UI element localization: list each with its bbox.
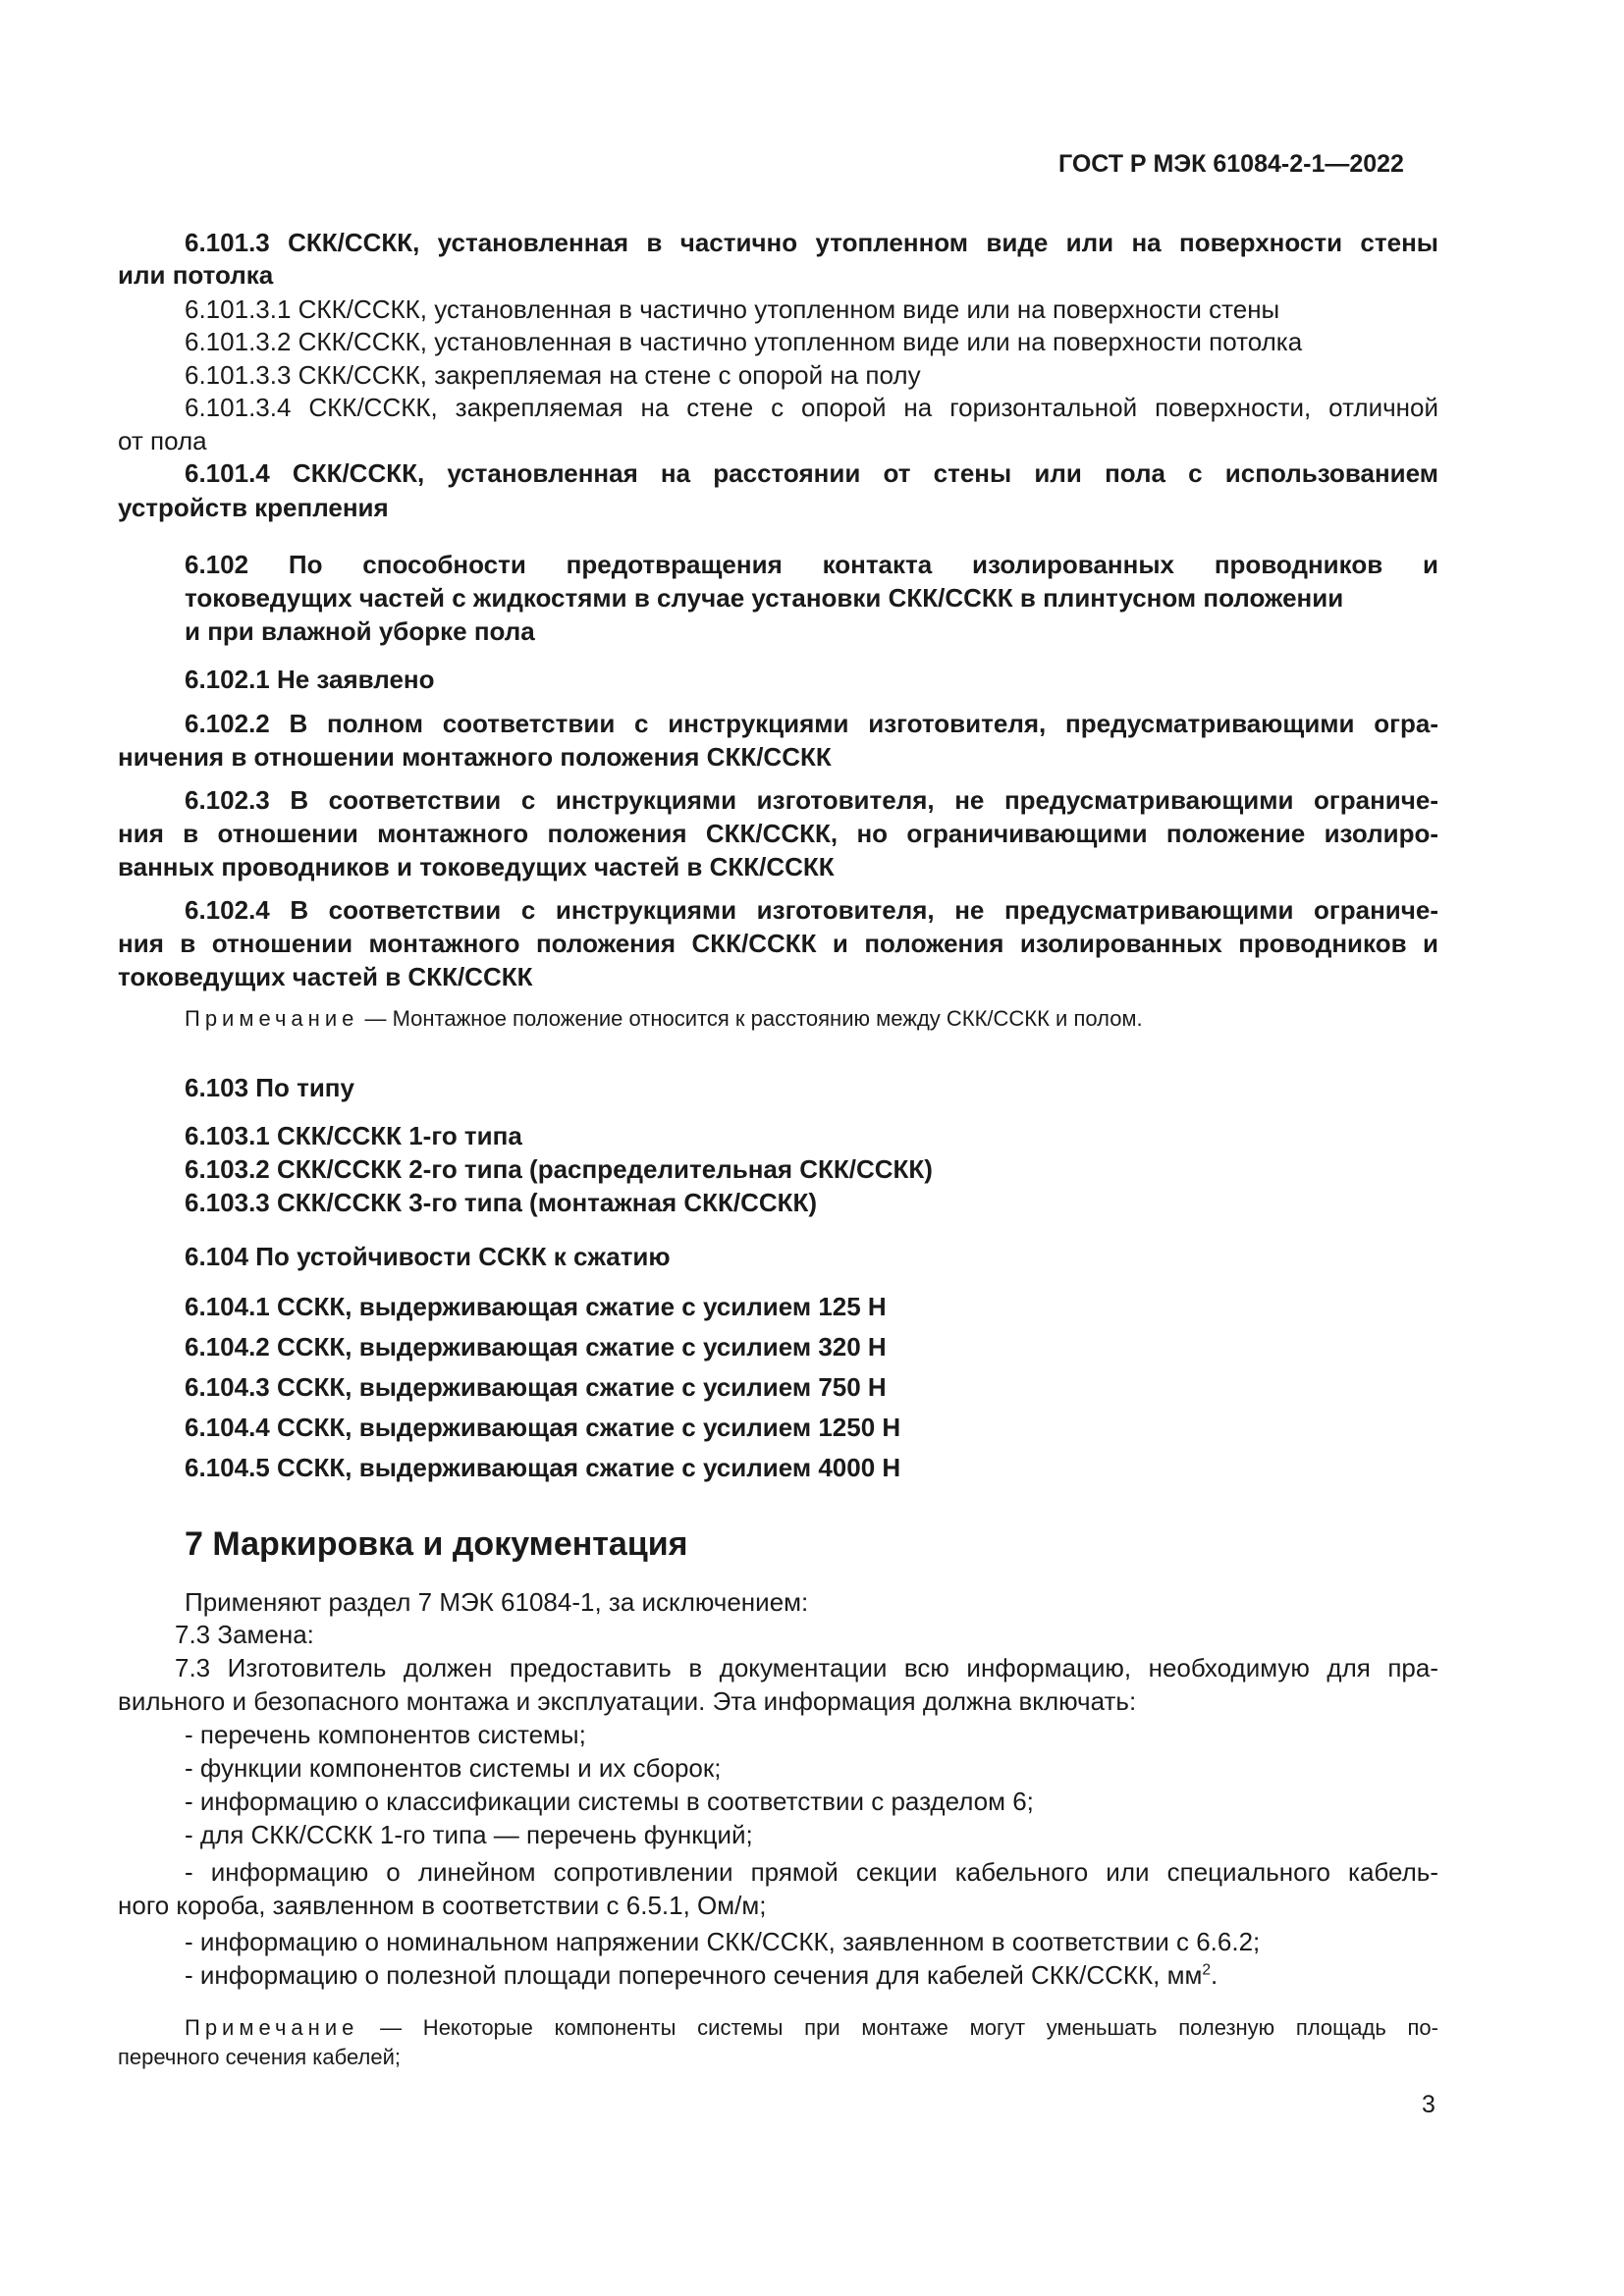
clause-heading: 6.103.3 СКК/ССКК 3-го типа (монтажная СКК/ССКК) <box>185 1188 818 1217</box>
section-heading-cont: и при влажной уборке пола <box>185 616 535 646</box>
clause-heading: 6.102.2 В полном соответствии с инструкциями изготовителя, предусматривающими огра- <box>185 709 1438 738</box>
clause-item: 6.101.3.1 СКК/ССКК, установленная в частично утопленном виде или на поверхности стены <box>185 294 1280 324</box>
list-item: - функции компонентов системы и их сборок; <box>185 1753 722 1783</box>
clause-heading: 6.104.5 ССКК, выдерживающая сжатие с усилием 4000 Н <box>185 1453 901 1482</box>
clause-heading: 6.104.3 ССКК, выдерживающая сжатие с усилием 750 Н <box>185 1372 887 1402</box>
clause-heading: 6.102.1 Не заявлено <box>185 665 435 694</box>
chapter-title: 7 Маркировка и документация <box>185 1525 688 1563</box>
clause-heading: 6.103.1 СКК/ССКК 1-го типа <box>185 1121 522 1150</box>
clause-heading-cont: ния в отношении монтажного положения СКК/ССКК, но ограничивающими положение изолиро- <box>118 819 1438 848</box>
section-heading-cont: токоведущих частей с жидкостями в случае установки СКК/ССКК в плинтусном положении <box>185 583 1344 613</box>
clause-heading: 6.104.1 ССКК, выдерживающая сжатие с усилием 125 Н <box>185 1292 887 1321</box>
clause-item: 6.101.3.2 СКК/ССКК, установленная в частично утопленном виде или на поверхности потолка <box>185 327 1303 356</box>
list-item: - информацию о классификации системы в соответствии с разделом 6; <box>185 1787 1034 1816</box>
list-item: - информацию о линейном сопротивлении прямой секции кабельного или специального кабель- <box>185 1857 1438 1887</box>
list-item: - перечень компонентов системы; <box>185 1720 586 1749</box>
section-heading: 6.103 По типу <box>185 1073 354 1102</box>
clause-item-cont: от пола <box>118 426 207 455</box>
list-item: - для СКК/ССКК 1-го типа — перечень функций; <box>185 1820 753 1849</box>
clause-heading: 6.101.4 СКК/ССКК, установленная на расстоянии от стены или пола с использованием <box>185 458 1438 488</box>
section-heading: 6.104 По устойчивости ССКК к сжатию <box>185 1242 671 1271</box>
note <box>185 2013 1438 2043</box>
clause-heading-cont: ния в отношении монтажного положения СКК/ССКК и положения изолированных проводников и <box>118 929 1438 958</box>
paragraph: Применяют раздел 7 МЭК 61084-1, за исключением: <box>185 1587 809 1617</box>
clause-heading-cont: устройств крепления <box>118 493 389 522</box>
note-label: Примечание <box>185 2015 359 2040</box>
note <box>185 1004 1143 1034</box>
clause-heading: 6.103.2 СКК/ССКК 2-го типа (распределительная СКК/ССКК) <box>185 1154 933 1184</box>
clause-heading: 6.101.3 СКК/ССКК, установленная в частично утопленном виде или на поверхности стены <box>185 228 1438 257</box>
clause-heading-cont: ничения в отношении монтажного положения СКК/ССКК <box>118 742 832 772</box>
clause-heading: 6.102.4 В соответствии с инструкциями изготовителя, не предусматривающими ограниче- <box>185 895 1438 925</box>
clause-heading: 6.104.4 ССКК, выдерживающая сжатие с усилием 1250 Н <box>185 1413 901 1442</box>
paragraph-cont: вильного и безопасного монтажа и эксплуатации. Эта информация должна включать: <box>118 1686 1137 1716</box>
clause-heading-cont: токоведущих частей в СКК/ССКК <box>118 962 533 991</box>
paragraph: 7.3 Замена: <box>175 1620 314 1649</box>
clause-heading: 6.104.2 ССКК, выдерживающая сжатие с усилием 320 Н <box>185 1332 887 1362</box>
note-text: — Монтажное положение относится к расстоянию между СКК/ССКК и полом. <box>358 1006 1143 1031</box>
paragraph: 7.3 Изготовитель должен предоставить в документации всю информацию, необходимую для пра- <box>175 1653 1438 1682</box>
clause-heading-cont: или потолка <box>118 260 274 290</box>
note-text: — Некоторые компоненты системы при монтаже могут уменьшать полезную площадь по- <box>358 2015 1438 2040</box>
clause-heading: 6.102.3 В соответствии с инструкциями изготовителя, не предусматривающими ограниче- <box>185 785 1438 815</box>
clause-item: 6.101.3.3 СКК/ССКК, закрепляемая на стене с опорой на полу <box>185 360 921 390</box>
section-heading: 6.102 По способности предотвращения контакта изолированных проводников и <box>185 550 1438 579</box>
clause-heading-cont: ванных проводников и токоведущих частей в СКК/ССКК <box>118 852 835 881</box>
note-label: Примечание <box>185 1006 359 1031</box>
document-code-header: ГОСТ Р МЭК 61084-2-1—2022 <box>1058 150 1404 178</box>
list-item: - информацию о номинальном напряжении СКК/ССКК, заявленном в соответствии с 6.6.2; <box>185 1927 1261 1956</box>
note-cont: перечного сечения кабелей; <box>118 2045 401 2069</box>
clause-item: 6.101.3.4 СКК/ССКК, закрепляемая на стене с опорой на горизонтальной поверхности, отличной <box>185 393 1438 422</box>
page-number: 3 <box>1422 2091 1435 2118</box>
list-item-cont: ного короба, заявленном в соответствии с 6.5.1, Ом/м; <box>118 1891 767 1920</box>
list-item: - информацию о полезной площади поперечного сечения для кабелей СКК/ССКК, $мм^2$. <box>185 1960 1218 1990</box>
